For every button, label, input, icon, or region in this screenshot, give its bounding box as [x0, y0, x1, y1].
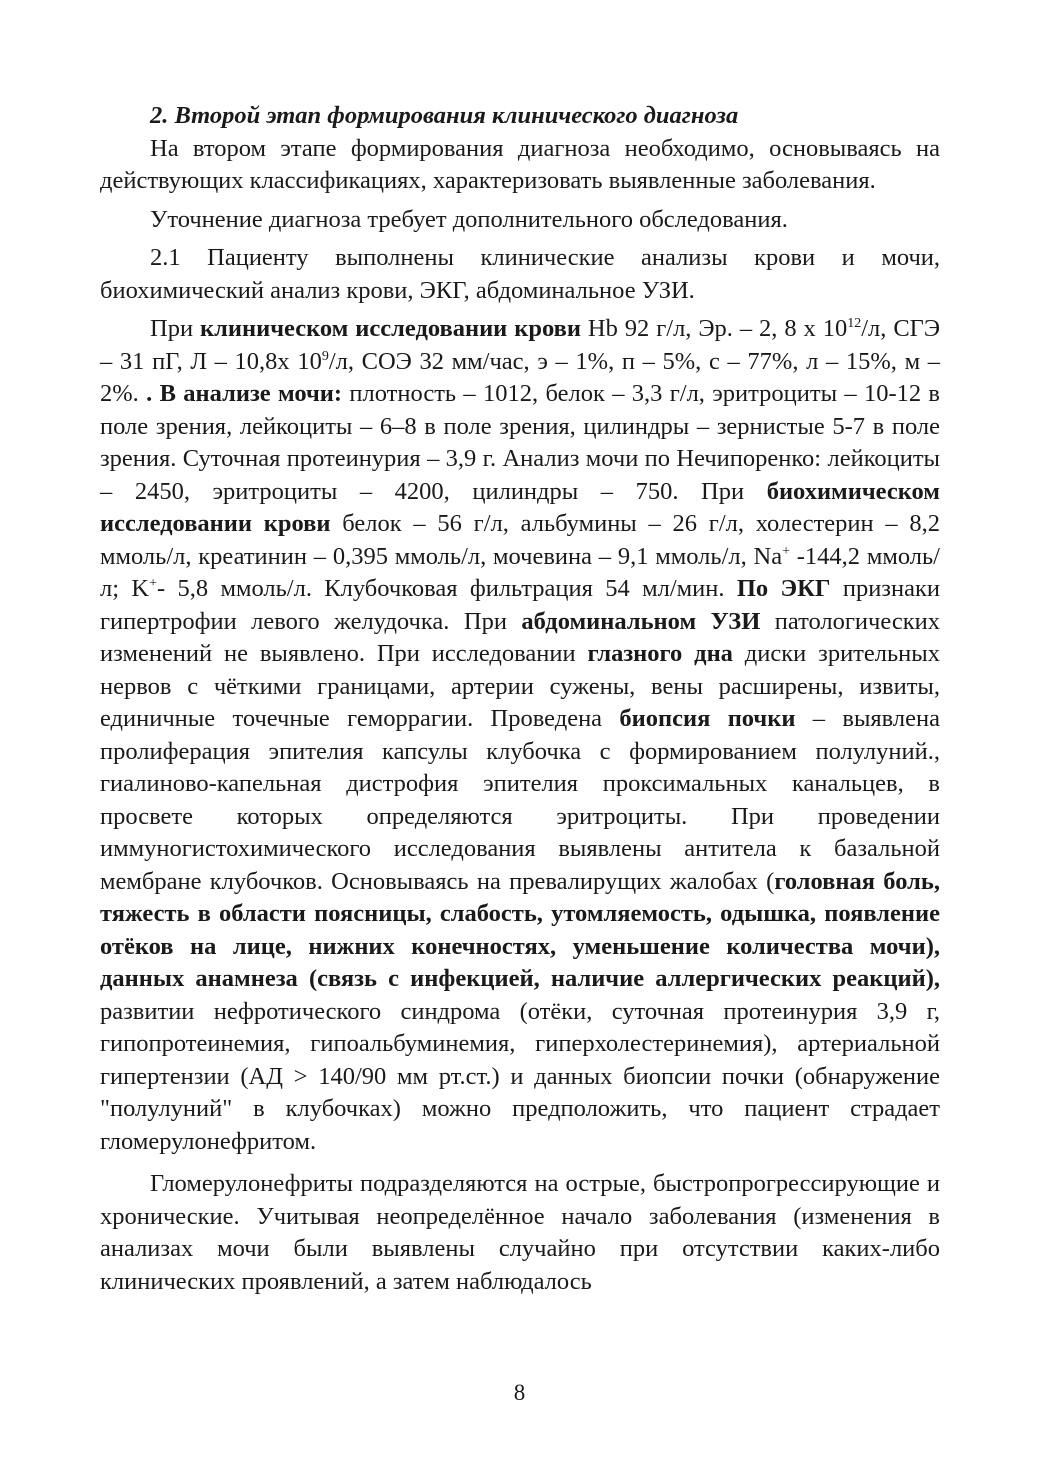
- bold-term-blood-test: клиническом исследовании крови: [200, 315, 581, 342]
- paragraph-results: [100, 313, 940, 1158]
- text-run: – выявлена пролиферация эпителия капсулы клубочка с формированием полулуний., гиалиново-капельная дистрофия эпителия проксимальных канальцев, в просвете которых определяются эритроциты. При проведении иммуногистохимического исследования выявлены антитела к базальной мембране клубочков. Основываясь на превалирущих жалобах (: [100, 705, 941, 895]
- document-page: [100, 100, 940, 1298]
- text-run: белок – 56 г/л, альбумины – 26 г/л, холестерин – 8,2 ммоль/л, креатинин – 0,395 ммоль/л, мочевина – 9,1 ммоль/л, Na: [100, 510, 940, 570]
- section-heading: 2. Второй этап формирования клинического диагноза: [150, 102, 739, 129]
- text-run: Hb 92 г/л, Эр. – 2, 8 х 10: [580, 315, 848, 342]
- superscript: +: [149, 576, 157, 591]
- text-run: развитии нефротического синдрома (отёки, суточная протеинурия 3,9 г, гипопротеинемия, гипоальбуминемия, гиперхолестеринемия), артериальной гипертензии (АД > 140/90 мм рт.ст.) и данных биопсии почки (обнаружение "полулуний" в клубочках) можно предположить, что пациент страдает гломерулонефритом.: [100, 997, 940, 1155]
- superscript: +: [782, 543, 790, 559]
- paragraph-tests-list: 2.1 Пациенту выполнены клинические анализы крови и мочи, биохимический анализ крови, ЭКГ, абдоминальное УЗИ.: [100, 244, 940, 304]
- bold-term-fundus: глазного дна: [587, 640, 733, 667]
- text-run: -144,2 ммоль/л; K: [100, 542, 940, 602]
- page-number: 8: [513, 1380, 526, 1405]
- text-run: /л, СГЭ – 31 пГ, Л – 10,8х 10: [100, 315, 941, 375]
- text-run: плотность – 1012, белок – 3,3 г/л, эритроциты – 10-12 в поле зрения, лейкоциты – 6–8 в поле зрения, цилиндры – зернистые 5-7 в поле зрения. Суточная протеинурия – 3,9 г. Анализ мочи по Нечипоренко: лейкоциты – 2450, эритроциты – 4200, цилиндры – 750. При: [100, 380, 940, 505]
- superscript: 9: [321, 348, 329, 364]
- bold-term-urine-test: . В анализе мочи:: [146, 380, 343, 407]
- text-run: патологических изменений не выявлено. При исследовании: [100, 607, 940, 667]
- superscript: 12: [847, 316, 862, 331]
- text-run: При: [150, 315, 200, 342]
- paragraph-intro: На втором этапе формирования диагноза необходимо, основываясь на действующих классификациях, характеризовать выявленные заболевания.: [100, 134, 940, 194]
- text-run: диски зрительных нервов с чёткими границами, артерии сужены, вены расширены, извиты, единичные точечные геморрагии. Проведена: [100, 640, 940, 732]
- bold-term-biochemistry: биохимическом исследовании крови: [100, 477, 940, 537]
- text-run: /л, СОЭ 32 мм/час, э – 1%, п – 5%, с – 77%, л – 15%, м – 2%.: [100, 347, 940, 407]
- text-run: признаки гипертрофии левого желудочка. При: [100, 575, 940, 635]
- text-run: - 5,8 ммоль/л. Клубочковая фильтрация 54 мл/мин.: [156, 575, 737, 602]
- bold-term-ecg: По ЭКГ: [736, 575, 831, 602]
- bold-complaints: головная боль, тяжесть в области поясницы, слабость, утомляемость, одышка, появление отёков на лице, нижних конечностях, уменьшение количества мочи), данных анамнеза (связь с инфекцией, наличие аллергических реакций),: [100, 867, 940, 992]
- paragraph-classification: Гломерулонефриты подразделяются на острые, быстропрогрессирующие и хронические. Учитывая неопределённое начало заболевания (изменения в анализах мочи были выявлены случайно при отсутствии каких-либо клинических проявлений, а затем наблюдалось: [100, 1170, 940, 1295]
- bold-term-biopsy: биопсия почки: [619, 705, 796, 732]
- bold-term-ultrasound: абдоминальном УЗИ: [521, 607, 761, 635]
- paragraph-clarification: Уточнение диагноза требует дополнительного обследования.: [150, 205, 788, 233]
